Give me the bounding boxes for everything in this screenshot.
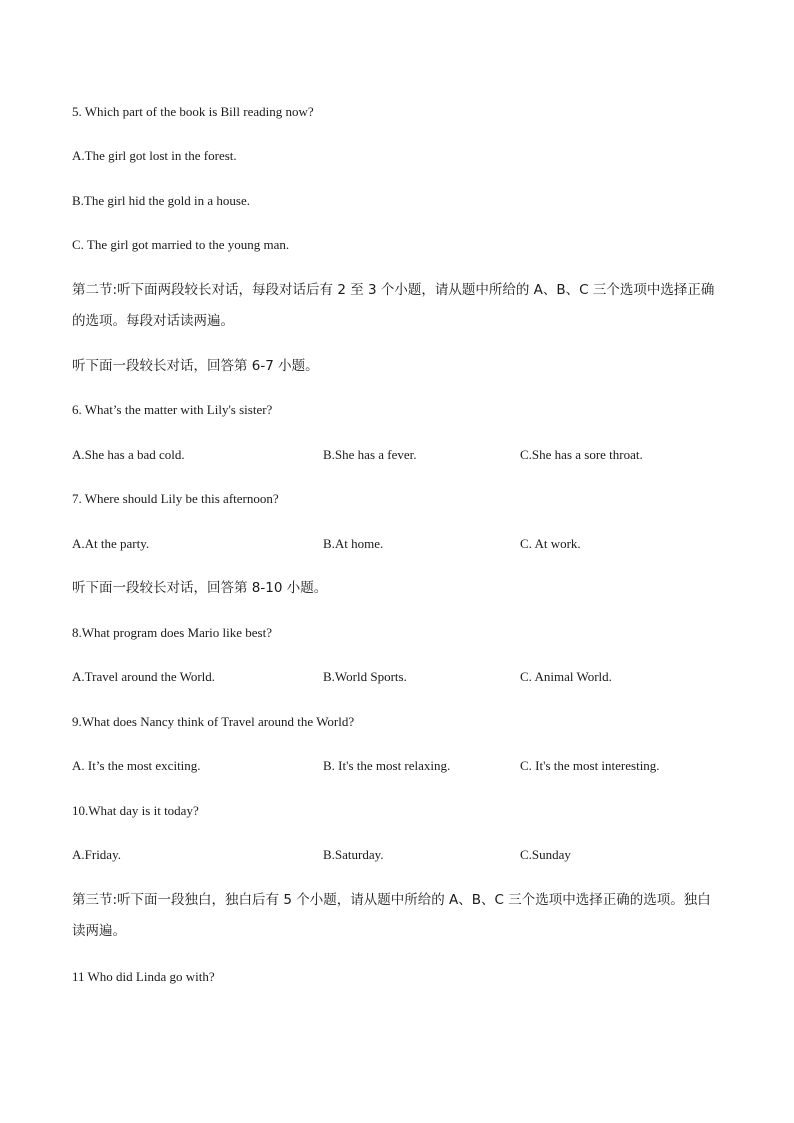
q10-option-b: B.Saturday. — [323, 847, 384, 862]
q7-option-c: C. At work. — [520, 536, 581, 551]
q10-option-a: A.Friday. — [72, 847, 121, 862]
q9-option-a: A. It’s the most exciting. — [72, 758, 201, 773]
q9-stem: 9.What does Nancy think of Travel around the World? — [72, 714, 355, 729]
section2-instructions: 第二节:听下面两段较长对话，每段对话后有 2 至 3 个小题，请从题中所给的 A、B、C 三个选项中选择正确的选项。每段对话读两遍。 — [72, 282, 715, 329]
dialog1-instructions: 听下面一段较长对话，回答第 6-7 小题。 — [72, 358, 319, 374]
dialog2-instructions: 听下面一段较长对话，回答第 8-10 小题。 — [72, 580, 328, 596]
q10-option-c: C.Sunday — [520, 847, 571, 862]
q7-option-b: B.At home. — [323, 536, 384, 551]
q9-option-c: C. It's the most interesting. — [520, 758, 660, 773]
q8-option-b: B.World Sports. — [323, 669, 407, 684]
q11-stem: 11 Who did Linda go with? — [72, 969, 215, 984]
q6-option-a: A.She has a bad cold. — [72, 447, 185, 462]
q7-options — [72, 536, 732, 552]
q5-option-a: A.The girl got lost in the forest. — [72, 148, 237, 163]
q10-options — [72, 847, 732, 863]
q6-option-b: B.She has a fever. — [323, 447, 417, 462]
q8-option-a: A.Travel around the World. — [72, 669, 216, 684]
q8-options — [72, 669, 732, 685]
q9-options — [72, 758, 732, 774]
q6-options — [72, 447, 732, 463]
q8-stem: 8.What program does Mario like best? — [72, 625, 272, 640]
q7-option-a: A.At the party. — [72, 536, 150, 551]
q6-stem: 6. What’s the matter with Lily's sister? — [72, 402, 273, 417]
q7-stem: 7. Where should Lily be this afternoon? — [72, 491, 279, 506]
section3-instructions: 第三节:听下面一段独白，独白后有 5 个小题，请从题中所给的 A、B、C 三个选项中选择正确的选项。独白读两遍。 — [72, 892, 711, 939]
q5-option-b: B.The girl hid the gold in a house. — [72, 193, 251, 208]
q8-option-c: C. Animal World. — [520, 669, 612, 684]
q5-stem: 5. Which part of the book is Bill reading now? — [72, 104, 314, 119]
q5-option-c: C. The girl got married to the young man. — [72, 237, 290, 252]
q6-option-c: C.She has a sore throat. — [520, 447, 643, 462]
q9-option-b: B. It's the most relaxing. — [323, 758, 451, 773]
q10-stem: 10.What day is it today? — [72, 803, 199, 818]
